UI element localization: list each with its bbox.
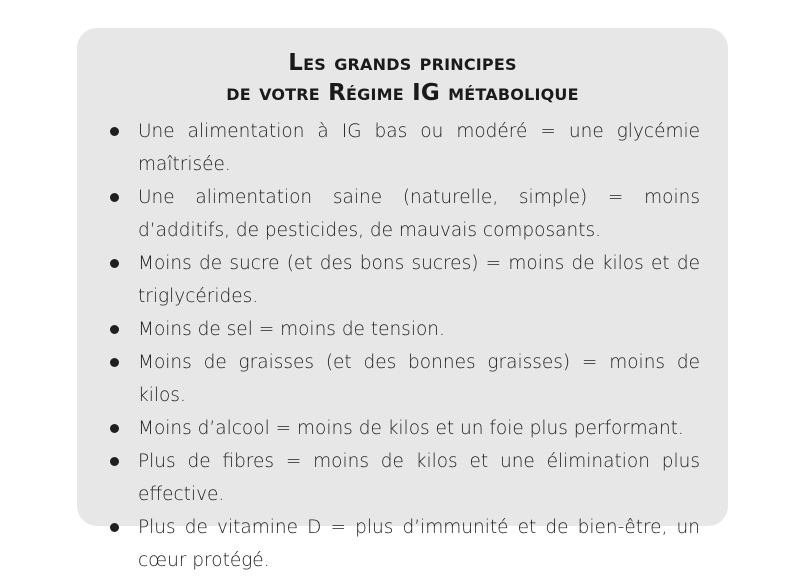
list-item-text: Une alimentation à IG bas ou modéré = une glycémie maîtrisée. (138, 121, 700, 175)
list-item-text: Une alimentation saine (naturelle, simple) = moins d’additifs, de pesticides, de mauvais composants. (138, 187, 700, 241)
box-title-line-1: Les grands principes (288, 50, 517, 76)
list-item (107, 511, 700, 577)
principles-list (107, 115, 700, 577)
bullet-icon (110, 523, 119, 532)
list-item (107, 313, 700, 346)
list-item-text: Moins de graisses (et des bonnes graisses) = moins de kilos. (138, 352, 700, 406)
list-item (107, 346, 700, 412)
bullet-icon (110, 127, 119, 136)
bullet-icon (110, 325, 119, 334)
list-item (107, 445, 700, 511)
list-item (107, 247, 700, 313)
box-title-line-2: de votre Régime IG métabolique (226, 80, 579, 106)
list-item (107, 412, 700, 445)
box-title (77, 28, 728, 108)
bullet-icon (110, 457, 119, 466)
bullet-icon (110, 358, 119, 367)
list-item-text: Moins d’alcool = moins de kilos et un foie plus performant. (138, 418, 684, 439)
bullet-icon (110, 259, 119, 268)
principles-box (77, 28, 728, 571)
list-item (107, 115, 700, 181)
list-item (107, 181, 700, 247)
list-item-text: Moins de sel = moins de tension. (138, 319, 445, 340)
bullet-icon (110, 424, 119, 433)
list-item-text: Plus de fibres = moins de kilos et une élimination plus effective. (138, 451, 700, 505)
bullet-icon (110, 193, 119, 202)
list-item-text: Moins de sucre (et des bons sucres) = moins de kilos et de triglycérides. (138, 253, 700, 307)
list-item-text: Plus de vitamine D = plus d’immunité et de bien-être, un cœur protégé. (138, 517, 700, 571)
